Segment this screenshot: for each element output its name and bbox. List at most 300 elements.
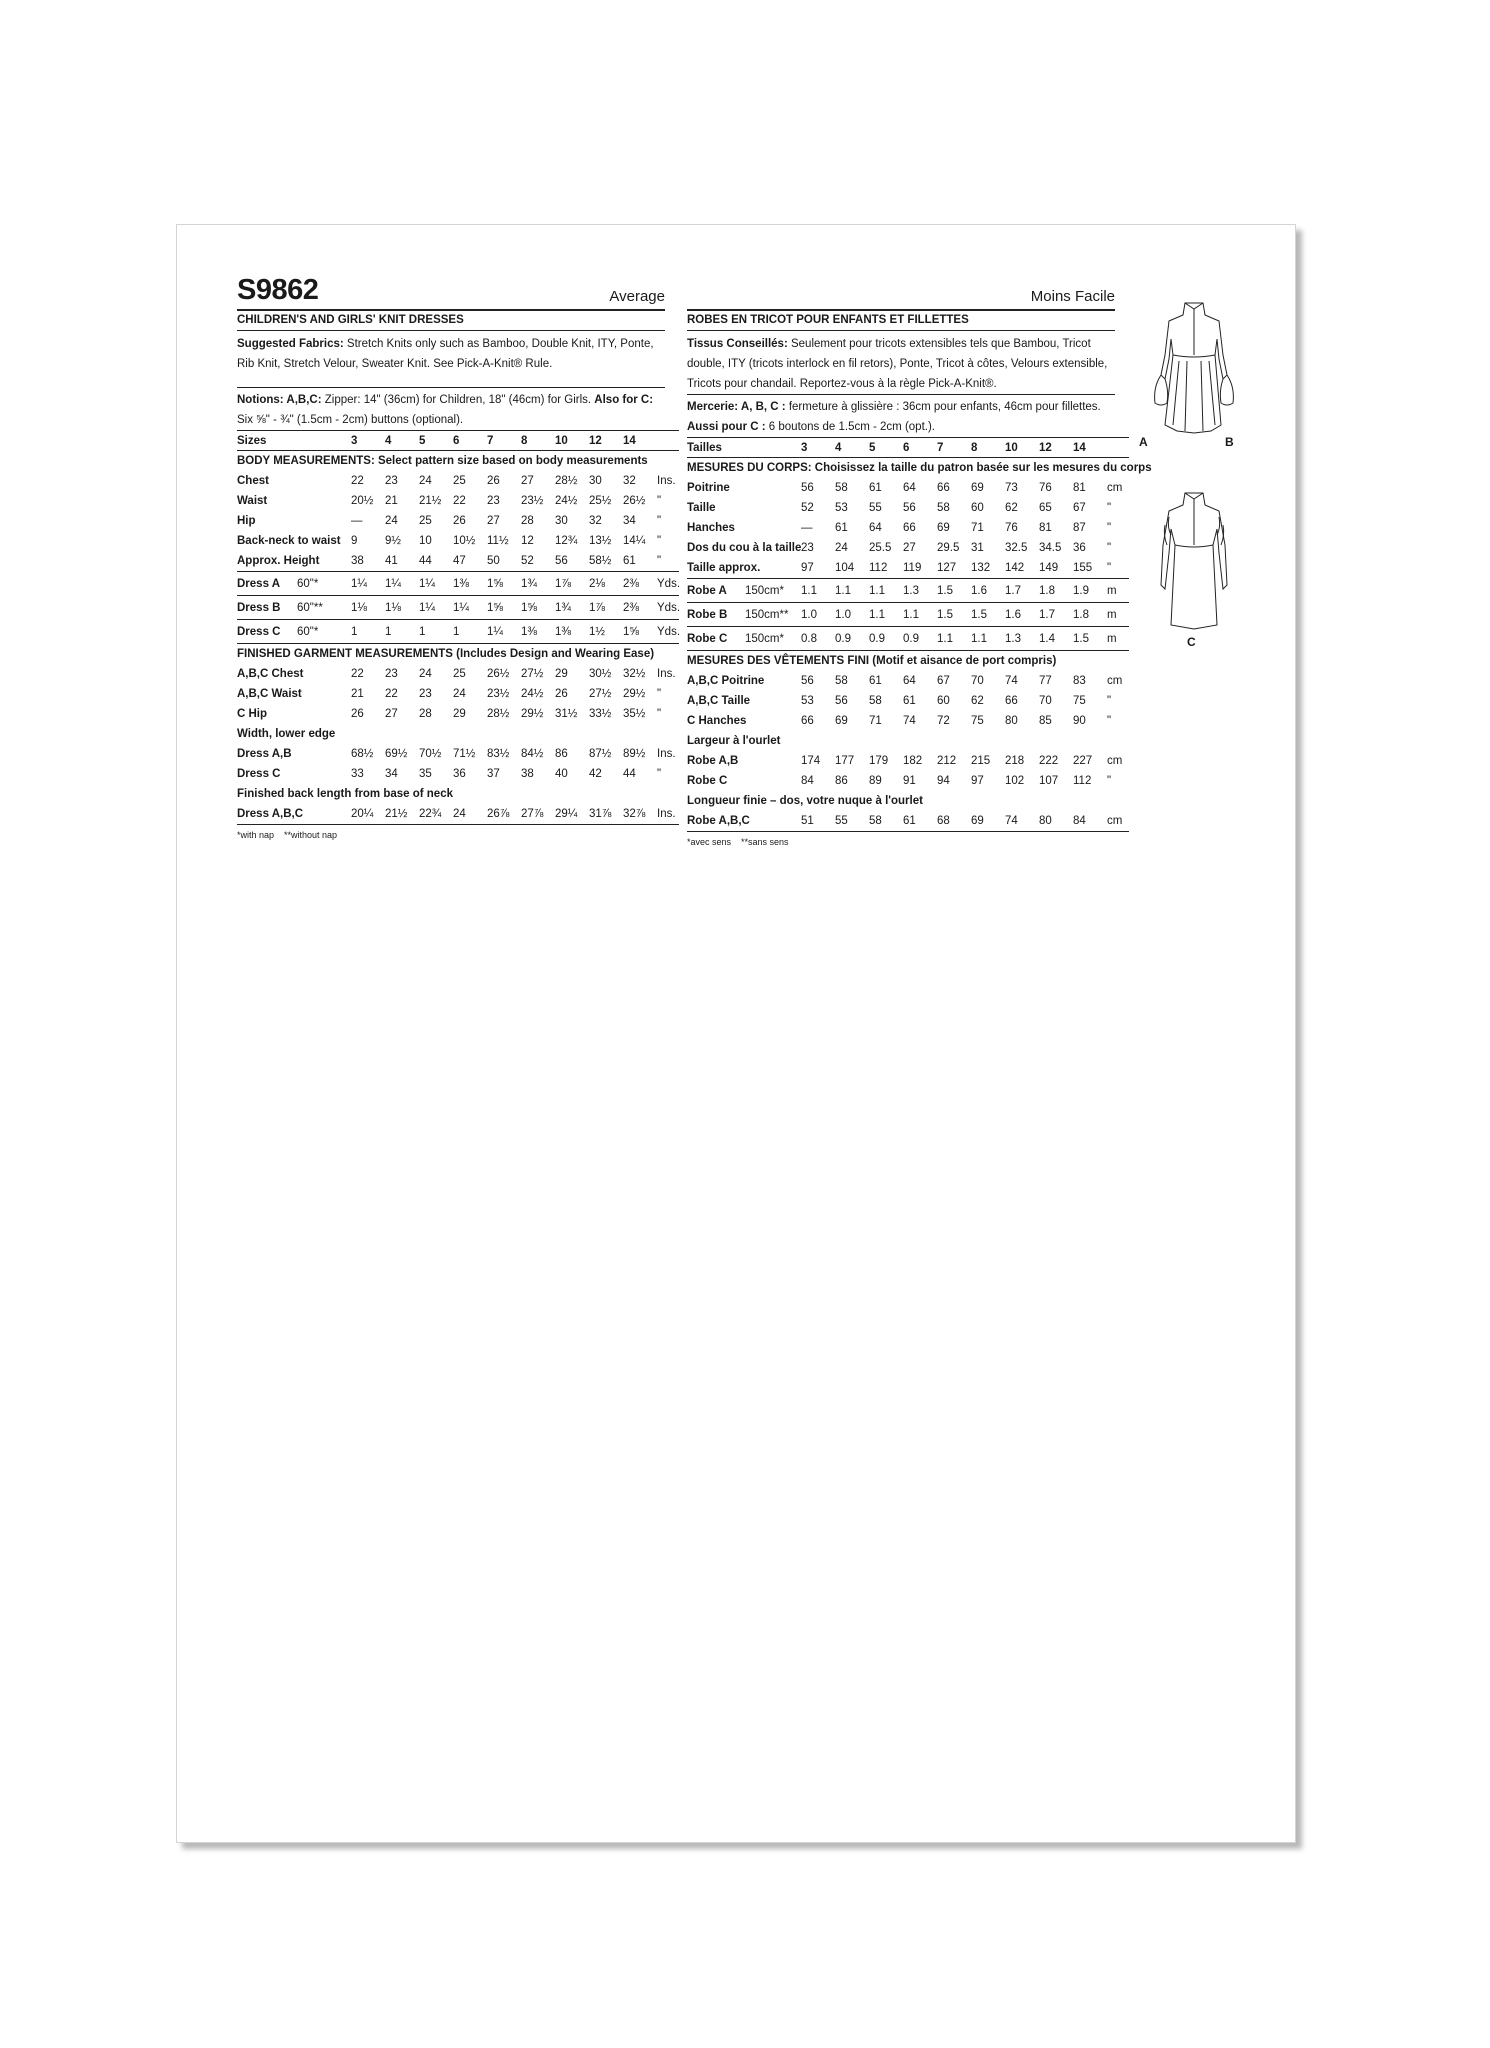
- value-cell: 20½: [351, 495, 374, 507]
- value-cell: 12¾: [555, 535, 578, 547]
- value-cell: 119: [903, 562, 922, 574]
- value-cell: 27⅞: [521, 804, 555, 825]
- body-measurement-row: [237, 511, 679, 531]
- body-measurements-heading-text: MESURES DU CORPS: Choisissez la taille du patron basée sur les mesures du corps: [687, 462, 1152, 474]
- value-cell: 1⅜: [521, 620, 555, 644]
- unit-cell: Yds.: [657, 596, 679, 620]
- value-cell: 1⅜: [555, 620, 589, 644]
- value-cell: 1.6: [971, 579, 1005, 603]
- value-cell: —: [351, 515, 363, 527]
- row-label: Robe A,B: [687, 755, 739, 767]
- value-cell: 87: [1073, 522, 1086, 534]
- value-cell: 149: [1039, 562, 1059, 574]
- difficulty-level: Average: [609, 288, 665, 305]
- value-cell: 222: [1039, 755, 1059, 767]
- value-cell: 1: [385, 620, 419, 644]
- value-cell: 29½: [623, 688, 646, 700]
- value-cell: 29: [453, 708, 466, 720]
- measurement-table: [687, 437, 1152, 832]
- value-cell: 66: [1005, 695, 1018, 707]
- value-cell: 69: [937, 522, 950, 534]
- sizes-label: Sizes: [237, 431, 351, 451]
- finished-measurement-row: [687, 671, 1129, 691]
- value-cell: 32: [623, 475, 636, 487]
- value-cell: 104: [835, 562, 855, 574]
- value-cell: 34: [385, 768, 398, 780]
- value-cell: 26½: [623, 495, 646, 507]
- value-cell: 155: [1073, 562, 1093, 574]
- value-cell: 56: [903, 502, 916, 514]
- width-heading-text: Width, lower edge: [237, 728, 336, 740]
- value-cell: 83: [1073, 675, 1086, 687]
- row-label: Dress C: [237, 768, 281, 780]
- value-cell: 1.3: [1005, 627, 1039, 651]
- unit-cell: ": [657, 495, 662, 507]
- value-cell: 1⅛: [385, 596, 419, 620]
- value-cell: 94: [937, 775, 950, 787]
- value-cell: 26: [351, 708, 364, 720]
- value-cell: 65: [1039, 502, 1052, 514]
- value-cell: 70½: [419, 748, 442, 760]
- value-cell: 1.5: [971, 603, 1005, 627]
- value-cell: 91: [903, 775, 916, 787]
- value-cell: 10½: [453, 535, 476, 547]
- row-label: A,B,C Waist: [237, 688, 302, 700]
- value-cell: 112: [869, 562, 888, 574]
- value-cell: 52: [521, 555, 534, 567]
- body-measurement-row: [687, 478, 1129, 498]
- body-measurements-heading: [237, 451, 679, 472]
- value-cell: 27: [903, 542, 916, 554]
- body-measurement-row: [237, 471, 679, 491]
- finished-measurement-row: [237, 704, 679, 724]
- unit-cell: cm: [1107, 811, 1129, 832]
- value-cell: 58: [835, 675, 848, 687]
- fabric-width: 150cm**: [745, 603, 801, 627]
- value-cell: 1.4: [1039, 627, 1073, 651]
- value-cell: 0.9: [903, 627, 937, 651]
- value-cell: 24½: [521, 688, 544, 700]
- value-cell: 24½: [555, 495, 578, 507]
- row-label: Chest: [237, 475, 269, 487]
- value-cell: 84½: [521, 748, 544, 760]
- value-cell: 44: [623, 768, 636, 780]
- value-cell: 27: [521, 475, 534, 487]
- value-cell: 90: [1073, 715, 1086, 727]
- fabric-width: 60"**: [297, 596, 351, 620]
- value-cell: 22: [351, 475, 364, 487]
- value-cell: 218: [1005, 755, 1025, 767]
- value-cell: 67: [937, 675, 950, 687]
- value-cell: 29.5: [937, 542, 960, 554]
- value-cell: 1¼: [419, 572, 453, 596]
- notions: [687, 397, 1115, 437]
- value-cell: 56: [555, 555, 568, 567]
- value-cell: 1: [351, 620, 385, 644]
- yardage-row: [687, 603, 1129, 627]
- row-label: Robe A: [687, 579, 745, 603]
- value-cell: 32.5: [1005, 542, 1028, 554]
- value-cell: 64: [903, 482, 916, 494]
- value-cell: 24: [453, 804, 487, 825]
- value-cell: 24: [385, 515, 398, 527]
- value-cell: 1.3: [903, 579, 937, 603]
- unit-cell: cm: [1107, 675, 1123, 687]
- value-cell: 23½: [521, 495, 544, 507]
- value-cell: 53: [801, 695, 814, 707]
- value-cell: 13½: [589, 535, 612, 547]
- value-cell: 69: [971, 811, 1005, 832]
- value-cell: 75: [1073, 695, 1086, 707]
- suggested-fabrics: [687, 334, 1115, 394]
- value-cell: 29¼: [555, 804, 589, 825]
- value-cell: 81: [1073, 482, 1086, 494]
- value-cell: 1⅝: [623, 620, 657, 644]
- unit-cell: Ins.: [657, 668, 676, 680]
- value-cell: 1.0: [835, 603, 869, 627]
- unit-cell: Yds.: [657, 572, 679, 596]
- value-cell: 27: [385, 708, 398, 720]
- value-cell: 1⅝: [487, 572, 521, 596]
- fabric-width: 60"*: [297, 620, 351, 644]
- value-cell: 61: [869, 675, 882, 687]
- value-cell: 1¼: [487, 620, 521, 644]
- row-label: Waist: [237, 495, 268, 507]
- value-cell: 1.5: [937, 603, 971, 627]
- size-header: 10: [555, 431, 589, 451]
- value-cell: 40: [555, 768, 568, 780]
- value-cell: 61: [869, 482, 882, 494]
- row-label: A,B,C Chest: [237, 668, 304, 680]
- row-label: Hip: [237, 515, 256, 527]
- value-cell: 69: [971, 482, 984, 494]
- unit-cell: Yds.: [657, 620, 679, 644]
- value-cell: 53: [835, 502, 848, 514]
- view-label-a: A: [1139, 435, 1148, 449]
- size-header: 14: [623, 431, 657, 451]
- value-cell: 1¾: [521, 572, 555, 596]
- header-row: [687, 275, 1115, 305]
- value-cell: 177: [835, 755, 855, 767]
- value-cell: 182: [903, 755, 923, 767]
- unit-cell: cm: [1107, 755, 1123, 767]
- notions-also-text: 6 boutons de 1.5cm - 2cm (opt.).: [765, 421, 935, 433]
- value-cell: 76: [1039, 482, 1052, 494]
- length-heading: [237, 784, 679, 804]
- size-header: 6: [453, 431, 487, 451]
- value-cell: 22: [351, 668, 364, 680]
- value-cell: 25.5: [869, 542, 892, 554]
- value-cell: 1.1: [903, 603, 937, 627]
- value-cell: 24: [835, 542, 848, 554]
- fabric-width: 60"*: [297, 572, 351, 596]
- value-cell: 56: [801, 675, 814, 687]
- finished-measurement-row: [237, 664, 679, 684]
- value-cell: 33: [351, 768, 364, 780]
- value-cell: 76: [1005, 522, 1018, 534]
- unit-cell: Ins.: [657, 475, 676, 487]
- value-cell: 25: [453, 668, 466, 680]
- value-cell: 61: [623, 555, 636, 567]
- size-header: 4: [835, 438, 869, 458]
- value-cell: —: [801, 522, 813, 534]
- size-header: 4: [385, 431, 419, 451]
- value-cell: 97: [801, 562, 814, 574]
- row-label: Dress A,B: [237, 748, 292, 760]
- size-header: 5: [869, 438, 903, 458]
- unit-cell: ": [1107, 502, 1112, 514]
- row-label: Dress A,B,C: [237, 804, 351, 825]
- value-cell: 84: [801, 775, 814, 787]
- unit-header: [1107, 438, 1129, 458]
- value-cell: 32: [589, 515, 602, 527]
- value-cell: 28½: [555, 475, 578, 487]
- value-cell: 68½: [351, 748, 374, 760]
- value-cell: 34: [623, 515, 636, 527]
- row-label: Taille: [687, 502, 716, 514]
- value-cell: 1.1: [869, 603, 903, 627]
- value-cell: 132: [971, 562, 991, 574]
- unit-cell: m: [1107, 579, 1129, 603]
- value-cell: 34.5: [1039, 542, 1062, 554]
- fabrics-label: Suggested Fabrics:: [237, 338, 344, 350]
- header-row: [237, 275, 665, 305]
- value-cell: 26⅞: [487, 804, 521, 825]
- value-cell: 58½: [589, 555, 612, 567]
- value-cell: 58: [869, 811, 903, 832]
- value-cell: 1.8: [1039, 579, 1073, 603]
- value-cell: 75: [971, 715, 984, 727]
- value-cell: 56: [835, 695, 848, 707]
- value-cell: 20¼: [351, 804, 385, 825]
- value-cell: 26: [555, 688, 568, 700]
- value-cell: 24: [419, 475, 432, 487]
- value-cell: 89: [869, 775, 882, 787]
- dress-sketch-drawing: [1139, 295, 1249, 685]
- value-cell: 26½: [487, 668, 510, 680]
- value-cell: 10: [419, 535, 432, 547]
- value-cell: 66: [937, 482, 950, 494]
- unit-cell: ": [657, 515, 662, 527]
- sizes-label: Tailles: [687, 438, 801, 458]
- value-cell: 21: [385, 495, 398, 507]
- value-cell: 83½: [487, 748, 510, 760]
- value-cell: 62: [971, 695, 984, 707]
- finished-measurement-row: [237, 684, 679, 704]
- value-cell: 56: [801, 482, 814, 494]
- value-cell: 71: [869, 715, 882, 727]
- value-cell: 66: [903, 522, 916, 534]
- value-cell: 23: [385, 475, 398, 487]
- value-cell: 1.8: [1073, 603, 1107, 627]
- footnote: *with nap **without nap: [237, 830, 338, 840]
- length-heading-text: Finished back length from base of neck: [237, 788, 453, 800]
- value-cell: 58: [937, 502, 950, 514]
- unit-cell: m: [1107, 603, 1129, 627]
- notions-label: Mercerie: A, B, C :: [687, 401, 786, 413]
- value-cell: 127: [937, 562, 957, 574]
- row-label: Approx. Height: [237, 555, 320, 567]
- value-cell: 58: [869, 695, 882, 707]
- value-cell: 84: [1073, 811, 1107, 832]
- value-cell: 1: [419, 620, 453, 644]
- value-cell: 1.0: [801, 603, 835, 627]
- value-cell: 86: [835, 775, 848, 787]
- body-measurement-row: [687, 558, 1129, 579]
- value-cell: 1¼: [453, 596, 487, 620]
- value-cell: 1: [453, 620, 487, 644]
- notions-text: Zipper: 14" (36cm) for Children, 18" (46cm) for Girls.: [321, 394, 595, 406]
- value-cell: 2⅛: [589, 572, 623, 596]
- yardage-row: [237, 572, 679, 596]
- value-cell: 25: [453, 475, 466, 487]
- value-cell: 36: [1073, 542, 1086, 554]
- value-cell: 12: [521, 535, 534, 547]
- value-cell: 31: [971, 542, 984, 554]
- value-cell: 1⅝: [521, 596, 555, 620]
- value-cell: 179: [869, 755, 889, 767]
- fabric-width: 150cm*: [745, 627, 801, 651]
- unit-cell: cm: [1107, 482, 1123, 494]
- size-header: 12: [589, 431, 623, 451]
- notions-text: fermeture à glissière : 36cm pour enfants, 46cm pour fillettes.: [785, 401, 1101, 413]
- value-cell: 227: [1073, 755, 1093, 767]
- row-label: Hanches: [687, 522, 735, 534]
- row-label: Dos du cou à la taille: [687, 542, 802, 554]
- row-label: Back-neck to waist: [237, 535, 341, 547]
- value-cell: 112: [1073, 775, 1092, 787]
- value-cell: 29½: [521, 708, 544, 720]
- row-label: Robe C: [687, 627, 745, 651]
- value-cell: 28½: [487, 708, 510, 720]
- value-cell: 61: [903, 695, 916, 707]
- body-measurement-row: [237, 531, 679, 551]
- unit-cell: ": [1107, 715, 1112, 727]
- value-cell: 102: [1005, 775, 1025, 787]
- value-cell: 41: [385, 555, 398, 567]
- row-label: C Hanches: [687, 715, 747, 727]
- value-cell: 23: [801, 542, 814, 554]
- body-measurements-heading: [687, 458, 1129, 479]
- value-cell: 1.1: [971, 627, 1005, 651]
- value-cell: 38: [521, 768, 534, 780]
- value-cell: 47: [453, 555, 466, 567]
- value-cell: 61: [903, 811, 937, 832]
- value-cell: 61: [835, 522, 848, 534]
- value-cell: 11½: [487, 535, 509, 547]
- value-cell: 73: [1005, 482, 1018, 494]
- value-cell: 74: [1005, 811, 1039, 832]
- french-column: [687, 275, 1152, 847]
- size-header: 6: [903, 438, 937, 458]
- unit-cell: ": [657, 535, 662, 547]
- value-cell: 27½: [521, 668, 544, 680]
- value-cell: 64: [869, 522, 882, 534]
- value-cell: 35½: [623, 708, 646, 720]
- value-cell: 69: [835, 715, 848, 727]
- value-cell: 23½: [487, 688, 510, 700]
- value-cell: 1¼: [385, 572, 419, 596]
- value-cell: 81: [1039, 522, 1052, 534]
- value-cell: 1¼: [419, 596, 453, 620]
- notions-also-label: Also for C:: [594, 394, 654, 406]
- row-label: Dress B: [237, 596, 297, 620]
- value-cell: 32⅞: [623, 804, 657, 825]
- value-cell: 1¾: [555, 596, 589, 620]
- value-cell: 1.9: [1073, 579, 1107, 603]
- fabric-width: 150cm*: [745, 579, 801, 603]
- finished-measurements-heading: [687, 651, 1129, 672]
- unit-cell: ": [1107, 522, 1112, 534]
- value-cell: 1⅛: [351, 596, 385, 620]
- row-label: Dress A: [237, 572, 297, 596]
- pattern-title: CHILDREN'S AND GIRLS' KNIT DRESSES: [237, 309, 665, 331]
- fabrics-text: Stretch Knits only such as Bamboo, Double Knit, ITY, Ponte, Rib Knit, Stretch Velour, Sweater Knit. See Pick-A-Knit® Rule.: [237, 338, 654, 370]
- size-header: 8: [521, 431, 555, 451]
- value-cell: 215: [971, 755, 991, 767]
- value-cell: 21: [351, 688, 364, 700]
- pattern-code: S9862: [237, 274, 319, 306]
- unit-cell: Ins.: [657, 748, 676, 760]
- value-cell: 14¼: [623, 535, 646, 547]
- suggested-fabrics: [237, 334, 665, 374]
- value-cell: 60: [971, 502, 984, 514]
- finished-measurements-heading: [237, 644, 679, 665]
- yardage-row: [687, 627, 1129, 651]
- unit-cell: ": [1107, 542, 1112, 554]
- value-cell: 23: [487, 495, 500, 507]
- row-label: Poitrine: [687, 482, 730, 494]
- english-column: [237, 274, 681, 840]
- row-label: Robe A,B,C: [687, 811, 801, 832]
- width-row: [237, 744, 679, 764]
- value-cell: 31⅞: [589, 804, 623, 825]
- value-cell: 50: [487, 555, 500, 567]
- value-cell: 64: [903, 675, 916, 687]
- value-cell: 26: [453, 515, 466, 527]
- value-cell: 1⅝: [487, 596, 521, 620]
- value-cell: 25: [419, 515, 432, 527]
- value-cell: 60: [937, 695, 950, 707]
- value-cell: 30: [589, 475, 602, 487]
- width-heading: [237, 724, 679, 744]
- finished-measurement-row: [687, 691, 1129, 711]
- width-row: [687, 771, 1129, 791]
- value-cell: 9½: [385, 535, 402, 547]
- value-cell: 66: [801, 715, 814, 727]
- sizes-header-row: [237, 431, 679, 451]
- value-cell: 212: [937, 755, 957, 767]
- value-cell: 52: [801, 502, 814, 514]
- notions-also-label: Aussi pour C :: [687, 421, 766, 433]
- unit-cell: Ins.: [657, 804, 679, 825]
- value-cell: 87½: [589, 748, 612, 760]
- notions-also-text: Six ⅝" - ¾" (1.5cm - 2cm) buttons (optional).: [237, 414, 464, 426]
- value-cell: 22¾: [419, 804, 453, 825]
- row-label: A,B,C Poitrine: [687, 675, 765, 687]
- body-measurement-row: [687, 498, 1129, 518]
- row-label: C Hip: [237, 708, 268, 720]
- value-cell: 28: [419, 708, 432, 720]
- size-header: 3: [351, 431, 385, 451]
- notions-label: Notions: A,B,C:: [237, 394, 322, 406]
- yardage-row: [237, 620, 679, 644]
- value-cell: 0.8: [801, 627, 835, 651]
- size-header: 12: [1039, 438, 1073, 458]
- row-label: Dress C: [237, 620, 297, 644]
- value-cell: 74: [903, 715, 916, 727]
- unit-cell: ": [1107, 695, 1112, 707]
